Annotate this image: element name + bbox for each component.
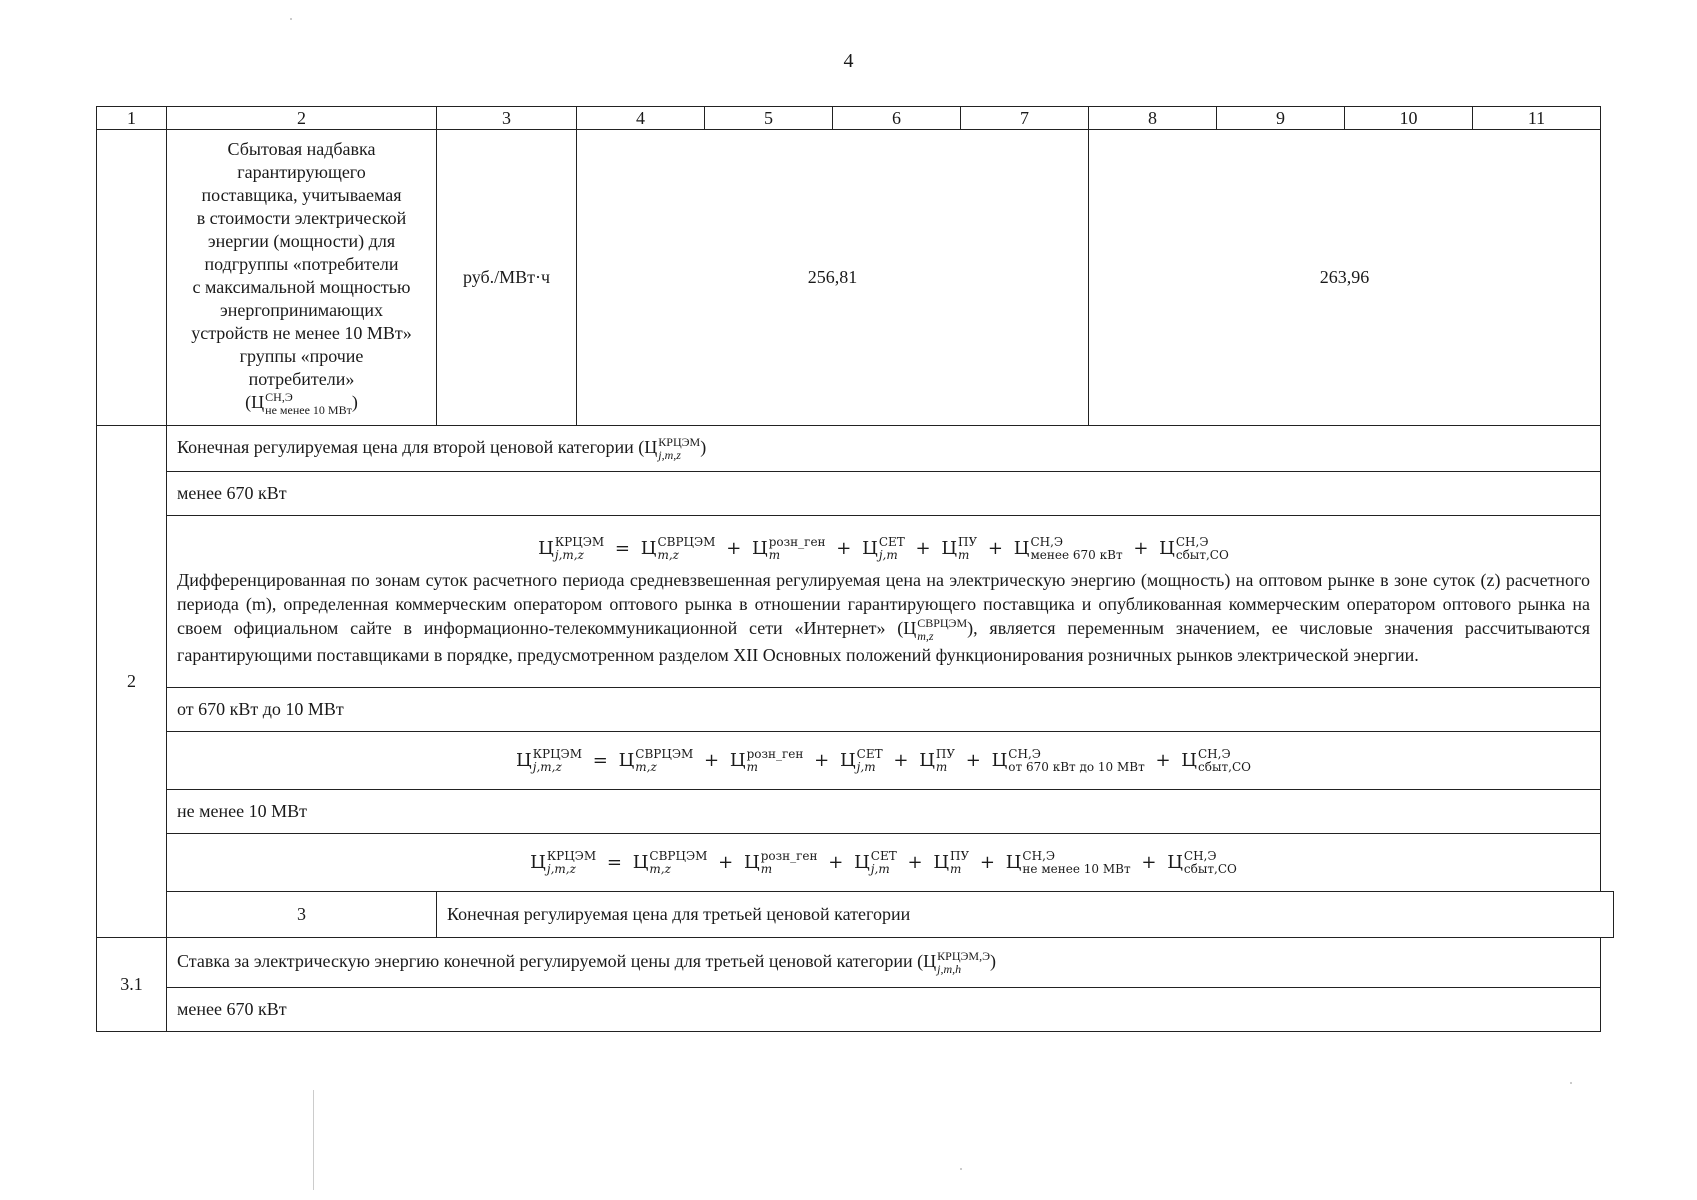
column-header: 4 xyxy=(577,107,705,130)
section31-title: Ставка за электрическую энергию конечной регулируемой цены для третьей ценовой категории (Ц КРЦЭМ,Э j,m,h ) xyxy=(167,938,1601,988)
scan-artifact xyxy=(960,1168,962,1170)
column-header-row xyxy=(97,107,1614,130)
formula-not-less-10: Ц КРЦЭМ j,m,z = Ц СВРЦЭМ m,z + Ц розн_ген m + Ц СЕТ j,m + Ц ПУ m + Ц СН,Э не менее 10 МВт + Ц СН,Э сбыт,СО xyxy=(167,834,1601,892)
surcharge-description: Сбытовая надбавка гарантирующего поставщика, учитываемая в стоимости электрической энергии (мощности) для подгруппы «потребители с максимальной мощностью энергопринимающих устройств не менее 10 МВт» группы «прочие потребители» (Ц СН,Э не менее 10 МВт ) xyxy=(167,130,437,426)
section2-title: Конечная регулируемая цена для второй ценовой категории (Ц КРЦЭМ j,m,z ) xyxy=(167,426,1601,472)
category-label: не менее 10 МВт xyxy=(167,790,1601,834)
column-header: 11 xyxy=(1473,107,1601,130)
column-header: 7 xyxy=(961,107,1089,130)
formula-row xyxy=(97,834,1614,892)
unit-cell: руб./МВт·ч xyxy=(437,130,577,426)
column-header: 5 xyxy=(705,107,833,130)
section3-row xyxy=(97,892,1614,938)
category-row xyxy=(97,790,1614,834)
column-header: 9 xyxy=(1217,107,1345,130)
value-cell-first-half: 256,81 xyxy=(577,130,1089,426)
category-label: от 670 кВт до 10 МВт xyxy=(167,688,1601,732)
section3-title: Конечная регулируемая цена для третьей ценовой категории xyxy=(437,892,1614,938)
section2-title-row xyxy=(97,426,1614,472)
column-header: 6 xyxy=(833,107,961,130)
formula-paragraph-row xyxy=(97,516,1614,688)
column-header: 2 xyxy=(167,107,437,130)
formula-670-to-10: Ц КРЦЭМ j,m,z = Ц СВРЦЭМ m,z + Ц розн_ген m + Ц СЕТ j,m + Ц ПУ m + Ц СН,Э от 670 кВт до 10 МВт + Ц СН,Э сбыт,СО xyxy=(167,732,1601,790)
scan-artifact xyxy=(313,1090,314,1190)
surcharge-symbol: (Ц СН,Э не менее 10 МВт ) xyxy=(245,390,358,417)
tariff-table xyxy=(96,106,1614,1032)
page-number: 4 xyxy=(843,50,854,72)
value-cell-second-half: 263,96 xyxy=(1089,130,1601,426)
surcharge-row xyxy=(97,130,1614,426)
formula-row xyxy=(97,732,1614,790)
category-label: менее 670 кВт xyxy=(167,472,1601,516)
column-header: 3 xyxy=(437,107,577,130)
column-header: 8 xyxy=(1089,107,1217,130)
section31-title-row xyxy=(97,938,1614,988)
section-number: 3 xyxy=(167,892,437,938)
category-row xyxy=(97,688,1614,732)
section-number: 3.1 xyxy=(97,938,167,1032)
column-header: 10 xyxy=(1345,107,1473,130)
scan-artifact xyxy=(1570,1082,1572,1084)
scan-artifact xyxy=(290,18,292,20)
category-row xyxy=(97,988,1614,1032)
column-header: 1 xyxy=(97,107,167,130)
formula-less-670: Ц КРЦЭМ j,m,z = Ц СВРЦЭМ m,z + Ц розн_ген m + Ц СЕТ j,m + Ц ПУ m + Ц СН,Э менее 670 кВт + Ц СН,Э сбыт,СО xyxy=(538,535,1229,563)
explanation-paragraph: Дифференцированная по зонам суток расчетного периода средневзвешенная регулируемая цена на электрическую энергию (мощность) на оптовом рынке в зоне суток (z) расчетного периода (m), определенная коммерческим оператором оптового рынка в отношении гарантирующего поставщика и опубликованная коммерческим оператором оптового рынка на своем официальном сайте в информационно-телекоммуникационной сети «Интернет» (Ц СВРЦЭМ m,z ), является переменным значением, ее числовые значения рассчитываются гарантирующими поставщиками в порядке, предусмотренном разделом XII Основных положений функционирования розничных рынков электрической энергии. xyxy=(177,570,1590,665)
category-label: менее 670 кВт xyxy=(167,988,1601,1032)
section-number: 2 xyxy=(97,426,167,938)
category-row xyxy=(97,472,1614,516)
